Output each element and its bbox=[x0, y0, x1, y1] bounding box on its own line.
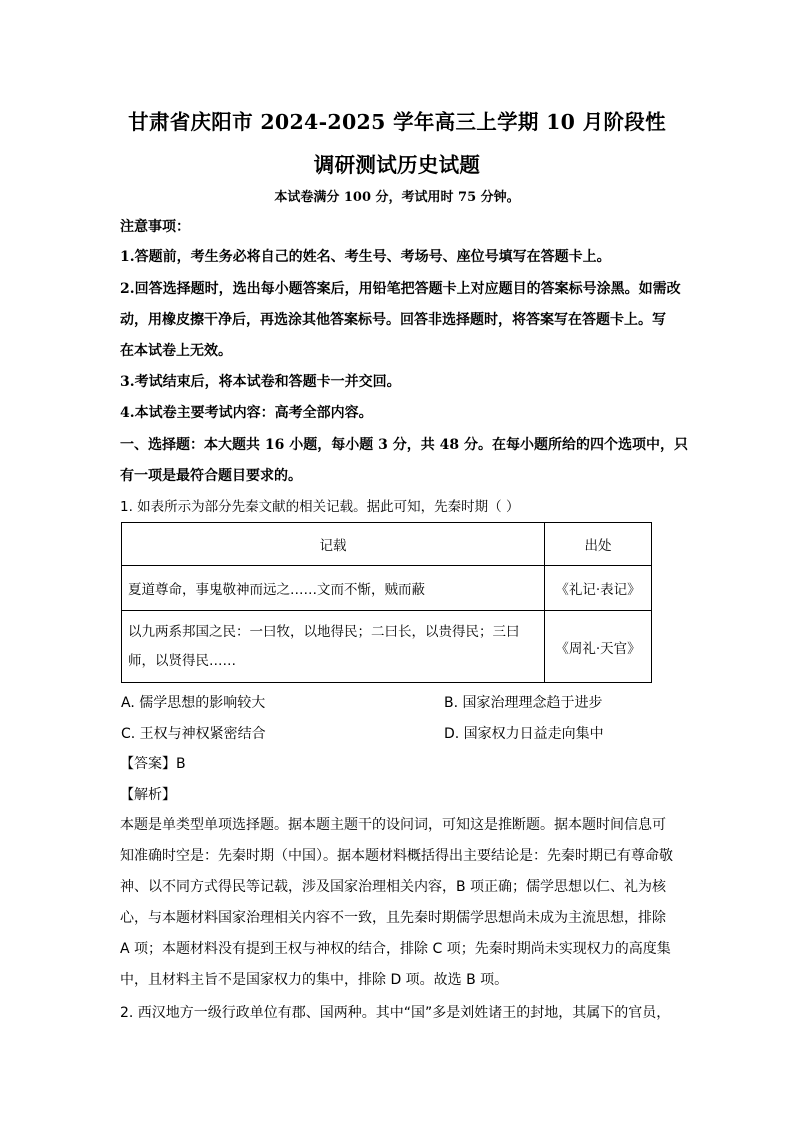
analysis-line: 心，与本题材料国家治理相关内容不一致，且先秦时期儒学思想尚未成为主流思想，排除 bbox=[120, 910, 666, 926]
notice-item-4: 4.本试卷主要考试内容：高考全部内容。 bbox=[120, 405, 373, 421]
option-b: B. 国家治理理念趋于进步 bbox=[444, 695, 603, 711]
table-row bbox=[122, 566, 652, 611]
exam-title-line1: 甘肃省庆阳市 2024-2025 学年高三上学期 10 月阶段性 bbox=[128, 110, 666, 134]
question-1-stem: 1. 如表所示为部分先秦文献的相关记载。据此可知，先秦时期（ ） bbox=[120, 499, 520, 515]
table-header-record: 记载 bbox=[122, 523, 545, 566]
answer-label: 【答案】B bbox=[120, 756, 186, 772]
notice-item-2-line2: 动，用橡皮擦干净后，再选涂其他答案标号。回答非选择题时，将答案写在答题卡上。写 bbox=[120, 312, 666, 328]
table-cell-record: 夏道尊命，事鬼敬神而远之……文而不惭，贼而蔽 bbox=[122, 566, 545, 611]
notice-item-3: 3.考试结束后，将本试卷和答题卡一并交回。 bbox=[120, 374, 401, 390]
table-cell-record-line2: 师，以贤得民…… bbox=[128, 652, 236, 669]
exam-subtitle: 本试卷满分 100 分，考试用时 75 分钟。 bbox=[274, 190, 520, 205]
option-c: C. 王权与神权紧密结合 bbox=[121, 726, 266, 742]
notice-item-2-line1: 2.回答选择题时，选出每小题答案后，用铅笔把答题卡上对应题目的答案标号涂黑。如需改 bbox=[120, 281, 681, 297]
section-heading-line2: 有一项是最符合题目要求的。 bbox=[120, 468, 302, 484]
table-cell-record bbox=[122, 611, 545, 683]
analysis-line: A 项；本题材料没有提到王权与神权的结合，排除 C 项；先秦时期尚未实现权力的高度集 bbox=[120, 941, 671, 957]
source-table bbox=[121, 522, 652, 683]
table-header-row bbox=[122, 523, 652, 566]
option-a: A. 儒学思想的影响较大 bbox=[121, 695, 266, 711]
exam-title-line2: 调研测试历史试题 bbox=[313, 153, 481, 177]
table-cell-source: 《礼记·表记》 bbox=[545, 566, 652, 611]
option-d: D. 国家权力日益走向集中 bbox=[444, 726, 604, 742]
question-2-stem: 2. 西汉地方一级行政单位有郡、国两种。其中“国”多是刘姓诸王的封地，其属下的官员， bbox=[120, 1005, 671, 1021]
notice-item-1: 1.答题前，考生务必将自己的姓名、考生号、考场号、座位号填写在答题卡上。 bbox=[120, 249, 611, 265]
table-row bbox=[122, 611, 652, 683]
analysis-line: 知准确时空是：先秦时期（中国）。据本题材料概括得出主要结论是：先秦时期已有尊命敬 bbox=[120, 848, 673, 864]
section-heading-line1: 一、选择题：本大题共 16 小题，每小题 3 分，共 48 分。在每小题所给的四个选项中，只 bbox=[120, 437, 688, 453]
notice-heading: 注意事项： bbox=[120, 219, 190, 235]
table-header-source: 出处 bbox=[545, 523, 652, 566]
table-cell-source: 《周礼·天官》 bbox=[545, 611, 652, 683]
analysis-line: 中，且材料主旨不是国家权力的集中，排除 D 项。故选 B 项。 bbox=[120, 972, 509, 988]
analysis-line: 本题是单类型单项选择题。据本题主题干的设问词，可知这是推断题。据本题时间信息可 bbox=[120, 817, 666, 833]
table-cell-record-line1: 以九两系邦国之民：一曰牧，以地得民；二曰长，以贵得民；三曰 bbox=[128, 623, 520, 640]
analysis-line: 神、以不同方式得民等记载，涉及国家治理相关内容，B 项正确；儒学思想以仁、礼为核 bbox=[120, 879, 667, 895]
analysis-body bbox=[120, 810, 675, 996]
analysis-heading: 【解析】 bbox=[120, 787, 176, 803]
notice-item-2-line3: 在本试卷上无效。 bbox=[120, 343, 232, 359]
